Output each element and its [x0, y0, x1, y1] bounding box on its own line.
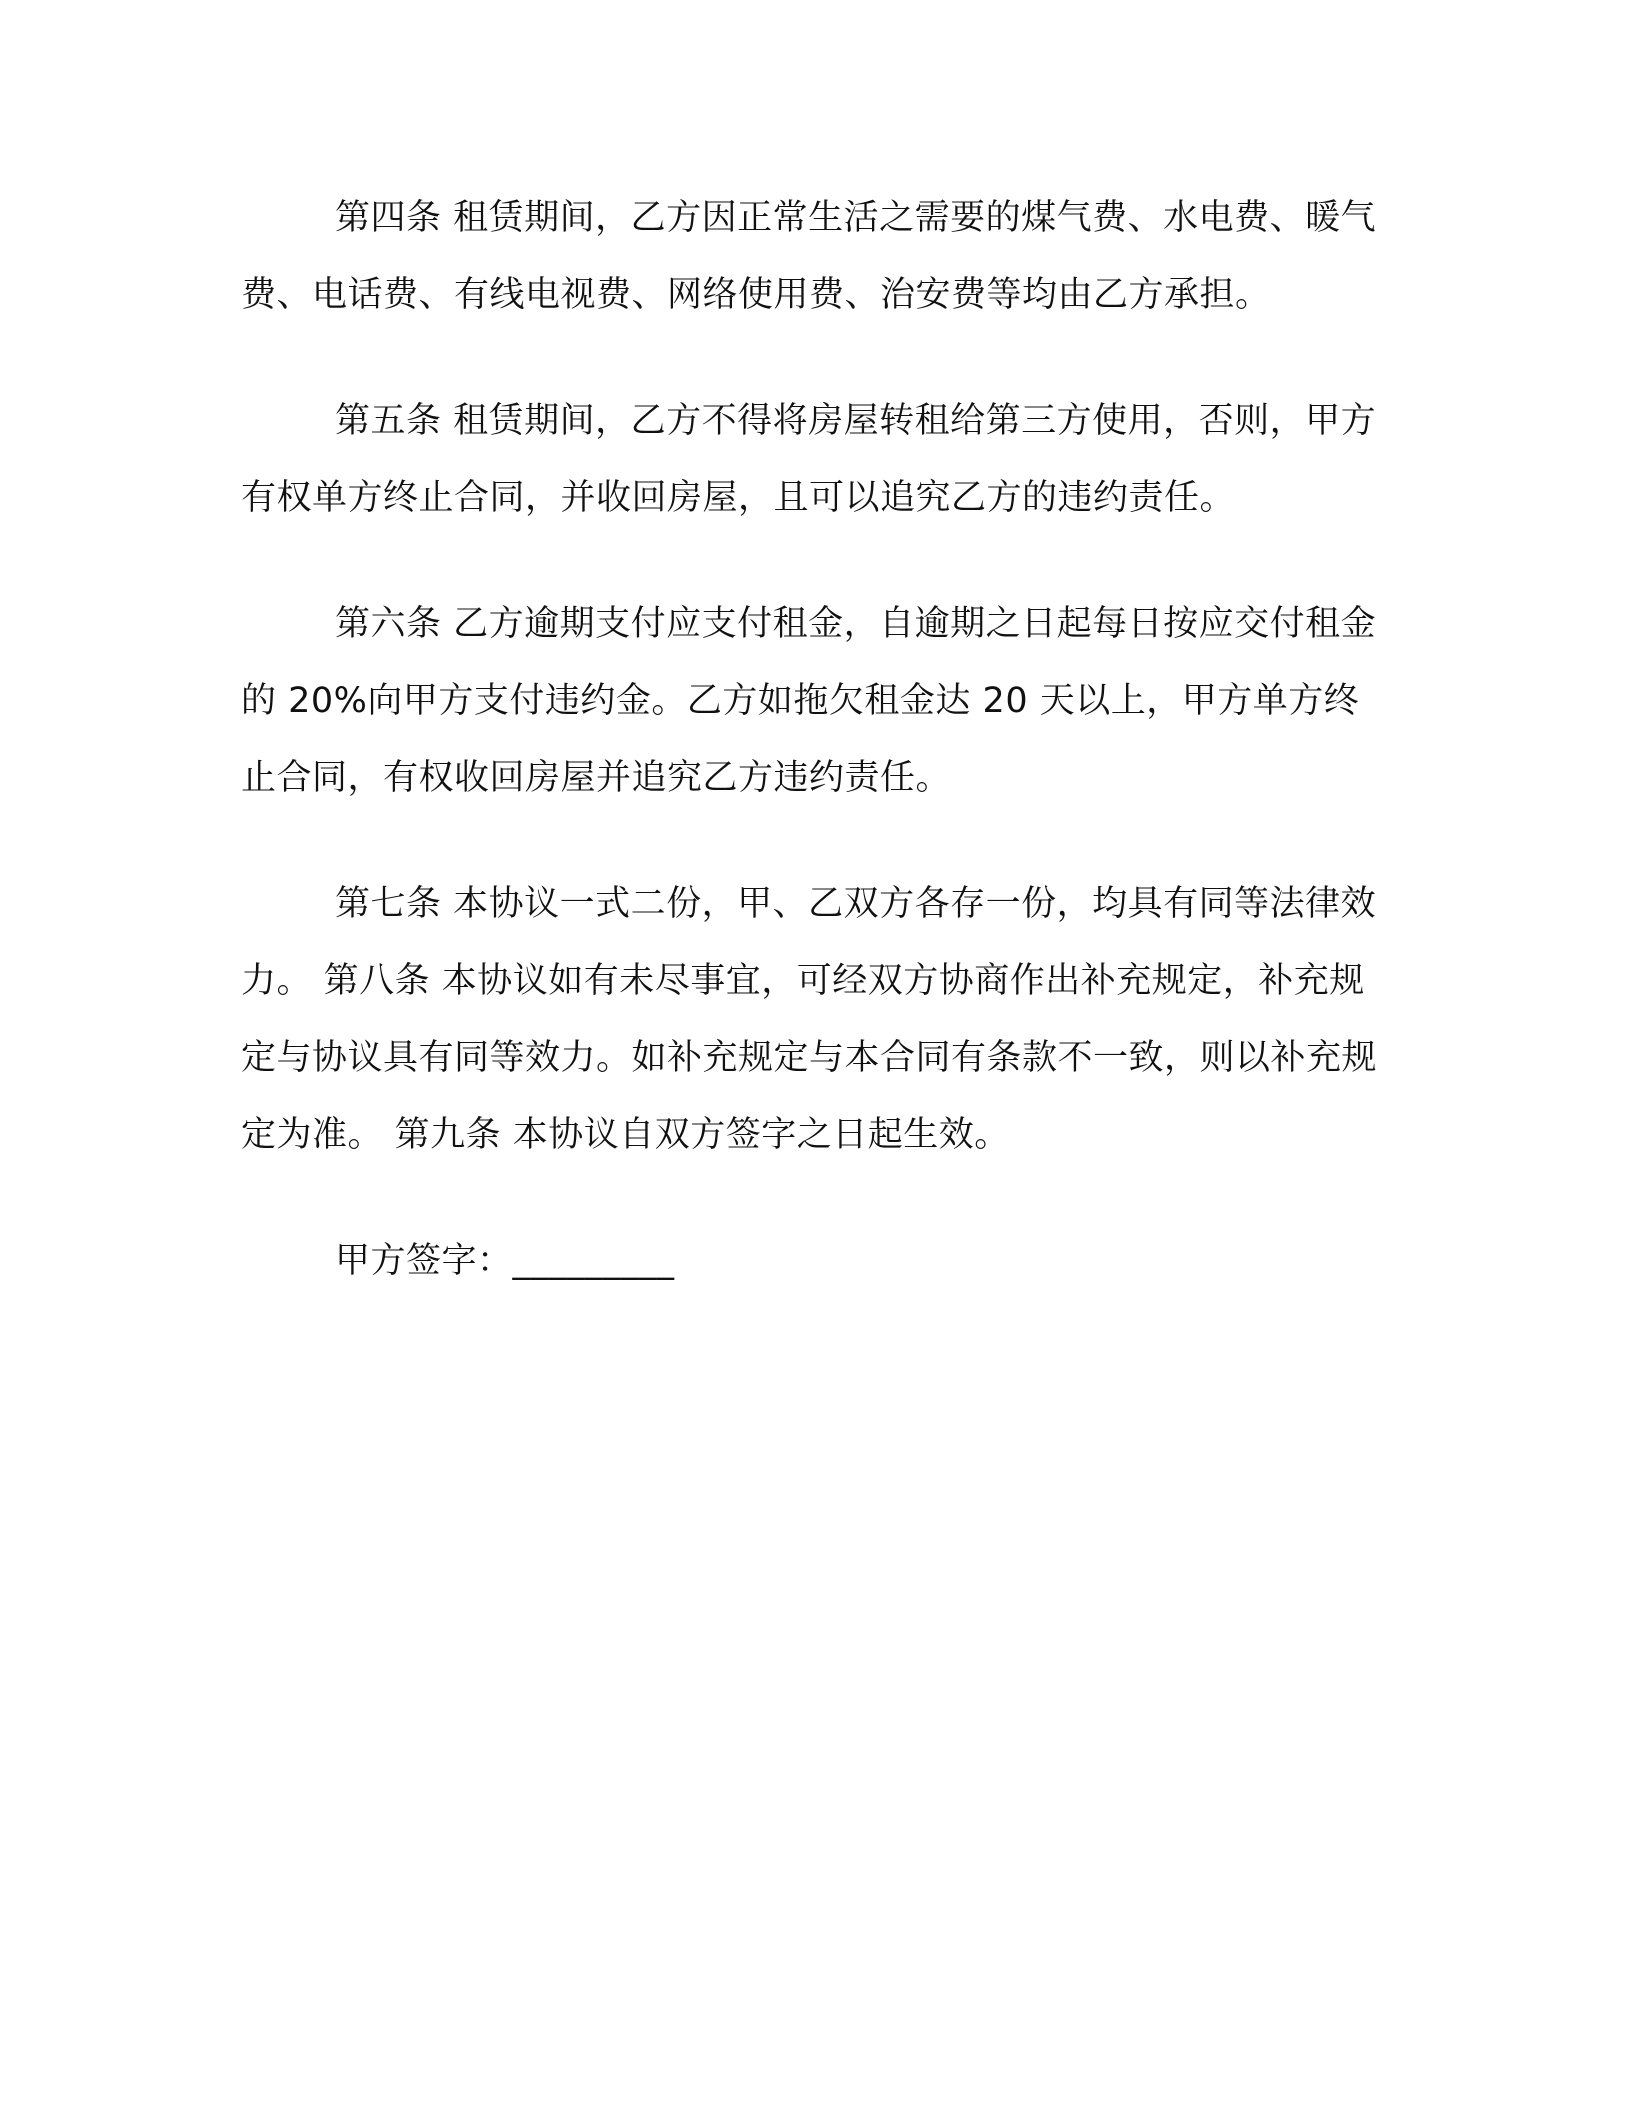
clause-4-paragraph: 第四条 租赁期间，乙方因正常生活之需要的煤气费、水电费、暖气费、电话费、有线电视费、网络使用费、治安费等均由乙方承担。: [241, 198, 1377, 315]
clause-6-paragraph: 第六条 乙方逾期支付应支付租金，自逾期之日起每日按应交付租金的 20%向甲方支付违约金。乙方如拖欠租金达 20 天以上，甲方单方终止合同，有权收回房屋并追究乙方违约责任。: [241, 604, 1377, 798]
clause-5-paragraph: 第五条 租赁期间，乙方不得将房屋转租给第三方使用，否则，甲方有权单方终止合同，并收回房屋，且可以追究乙方的违约责任。: [241, 401, 1377, 518]
document-body: [241, 180, 1391, 1300]
party-a-signature-line: 甲方签字：_________: [335, 1241, 675, 1281]
clause-7-9-paragraph: 第七条 本协议一式二份，甲、乙双方各存一份，均具有同等法律效力。 第八条 本协议如有未尽事宜，可经双方协商作出补充规定，补充规定与协议具有同等效力。如补充规定与本合同有条款不一致，则以补充规定为准。 第九条 本协议自双方签字之日起生效。: [241, 884, 1378, 1155]
